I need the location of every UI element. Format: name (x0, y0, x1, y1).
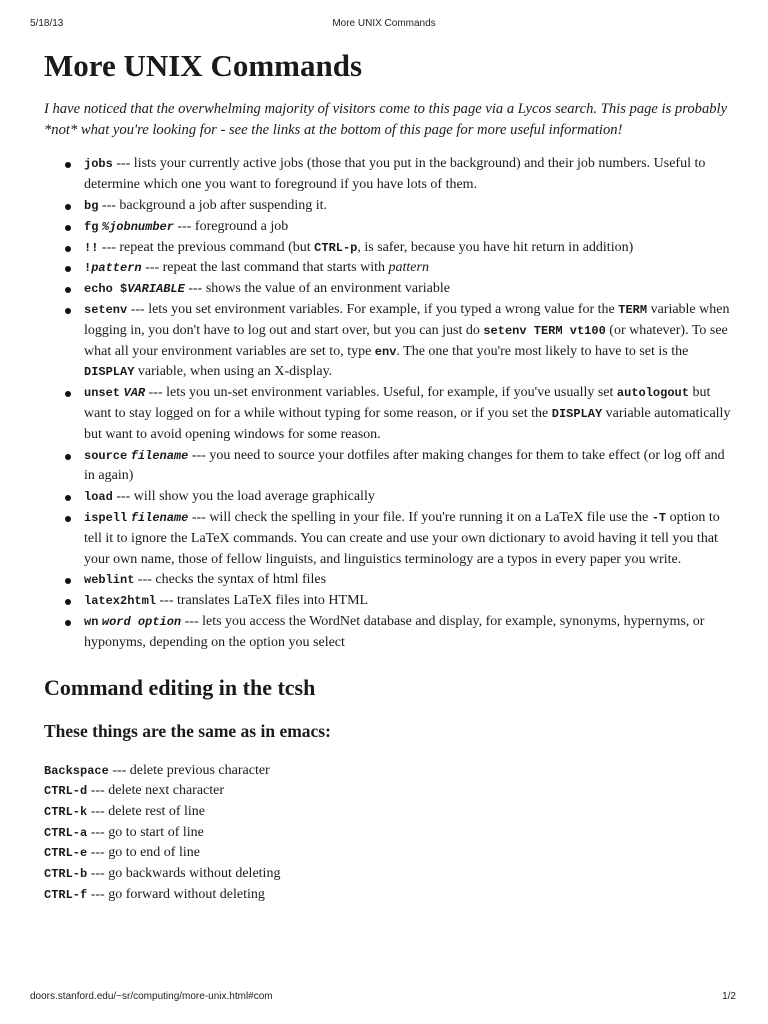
command-name: ! (84, 261, 92, 276)
intro-paragraph: I have noticed that the overwhelming majority of visitors come to this page via a Lycos search. This page is probably *not* what you're looking for - see the links at the bottom of this page for more useful information! (44, 101, 728, 138)
command-name: unset (84, 386, 121, 401)
display-variable: DISPLAY (551, 406, 603, 421)
list-item-wn (84, 612, 734, 654)
section-title: Command editing in the tcsh (44, 674, 316, 700)
list-item-echo (84, 279, 734, 300)
key-description: --- delete rest of line (87, 803, 205, 819)
list-item-bangbang (84, 238, 734, 259)
command-description-cont: but want to stay logged on for a while without typing for some reason, or if you set the (84, 385, 711, 421)
key-combo: CTRL-b (44, 867, 88, 882)
command-description: --- will show you the load average graphically (112, 489, 375, 505)
command-description-cont: variable automatically but want to avoid opening windows for some reason. (84, 405, 731, 442)
command-description: --- background a job after suspending it. (98, 198, 328, 213)
command-description-cont: , is safer, because you have hit return in addition) (357, 239, 634, 255)
command-name: load (84, 490, 113, 505)
env-command: env (374, 344, 397, 359)
command-description-cont: option to tell it to ignore the LaTeX commands. You can create and use your own dictionary to avoid having it tell you that your own name, those of fellow linguists, and linguistics terminology are a typos in every paper you write. (84, 509, 720, 567)
command-description-cont: variable when logging in, you don't have to log out and start over, but you can just do (84, 301, 730, 338)
command-description-cont: variable, when using an X-display. (134, 364, 333, 380)
command-description: --- will check the spelling in your file. If you're running it on a LaTeX file use the (188, 509, 652, 525)
command-argument: filename (130, 448, 189, 463)
command-name: !! (84, 240, 99, 255)
command-name: bg (84, 199, 99, 213)
key-binding-list (44, 761, 734, 906)
command-argument: pattern (91, 261, 142, 276)
command-name: echo $ (84, 282, 128, 297)
command-description: --- shows the value of an environment variable (184, 281, 450, 297)
command-description-cont: (or whatever). To see what all your environment variables are set to, type (84, 322, 728, 359)
page-title: More UNIX Commands (44, 48, 363, 83)
command-description: --- lets you set environment variables. For example, if you typed a wrong value for the (127, 301, 619, 317)
key-combo: CTRL-k (44, 804, 88, 819)
key-binding-row (44, 802, 734, 823)
display-variable: DISPLAY (84, 365, 135, 380)
key-combo: CTRL-d (44, 784, 88, 799)
key-binding-row (44, 885, 734, 906)
command-description-cont: . The one that you're most likely to have to set is the (396, 343, 689, 359)
list-item-jobs (84, 154, 734, 196)
command-description: --- repeat the previous command (but (98, 239, 315, 255)
list-item-source (84, 446, 734, 488)
command-name: latex2html (84, 594, 157, 609)
key-combo: Backspace (44, 763, 109, 778)
command-argument: VARIABLE (127, 282, 185, 297)
list-item-setenv (84, 300, 734, 383)
command-description: --- lets you un-set environment variables. Useful, for example, if you've usually set (145, 385, 617, 401)
key-binding-row (44, 823, 734, 844)
command-description: --- you need to source your dotfiles after making changes for them to take effect (or log off and in again) (84, 447, 725, 484)
command-description: --- lists your currently active jobs (those that you put in the background) and their job numbers. Useful to determine which one you want to foreground if you have lots of them. (84, 156, 706, 193)
command-description: --- repeat the last command that starts with (141, 260, 389, 276)
print-url: doors.stanford.edu/~sr/computing/more-unix.html#com (30, 991, 273, 1002)
key-description: --- go forward without deleting (87, 886, 265, 902)
document-body (44, 46, 734, 905)
subsection-title: These things are the same as in emacs: (44, 720, 331, 741)
key-description: --- delete next character (87, 783, 225, 799)
key-combo: CTRL-f (44, 887, 88, 902)
list-item-ispell (84, 508, 734, 570)
command-name: fg (84, 219, 99, 234)
command-name: jobs (84, 157, 113, 172)
key-binding-row (44, 761, 734, 782)
command-argument: filename (130, 510, 189, 525)
print-title: More UNIX Commands (332, 18, 436, 29)
list-item-fg (84, 217, 734, 238)
term-variable: TERM (618, 302, 648, 317)
command-description: --- foreground a job (173, 218, 289, 234)
print-date: 5/18/13 (30, 18, 64, 29)
list-item-weblint (84, 570, 734, 591)
list-item-unsetenv (84, 383, 734, 445)
command-name: setenv (84, 302, 128, 317)
list-item-latex2html (84, 591, 734, 612)
key-binding-row (44, 781, 734, 802)
key-combo: CTRL-e (44, 846, 88, 861)
command-argument: VAR (123, 386, 146, 401)
key-combo: CTRL-a (44, 825, 88, 840)
command-argument: %jobnumber (101, 219, 174, 234)
key-description: --- go to end of line (87, 845, 200, 861)
list-item-load (84, 487, 734, 508)
pattern-term: pattern (388, 260, 429, 276)
key-combo: CTRL-p (314, 240, 358, 255)
autologout-variable: autologout (616, 386, 689, 401)
key-description: --- go to start of line (87, 824, 204, 840)
command-list (44, 154, 734, 653)
command-argument: word option (101, 614, 182, 629)
key-binding-row (44, 864, 734, 885)
command-description: --- checks the syntax of html files (134, 572, 327, 588)
command-name: ispell (84, 510, 128, 525)
command-description: --- lets you access the WordNet database and display, for example, synonyms, hypernyms, or hyponyms, depending on the option you select (84, 613, 705, 650)
key-description: --- go backwards without deleting (87, 866, 281, 882)
key-binding-row (44, 843, 734, 864)
command-name: source (84, 448, 128, 463)
list-item-bangpattern (84, 258, 734, 279)
command-name: wn (84, 614, 99, 629)
list-item-bg (84, 196, 734, 217)
key-description: --- delete previous character (112, 762, 270, 778)
setenv-example: setenv TERM vt100 (483, 323, 606, 338)
ispell-flag: -T (651, 510, 667, 525)
page-number: 1/2 (722, 991, 736, 1002)
command-name: weblint (84, 573, 135, 588)
command-description: --- translates LaTeX files into HTML (156, 593, 369, 609)
